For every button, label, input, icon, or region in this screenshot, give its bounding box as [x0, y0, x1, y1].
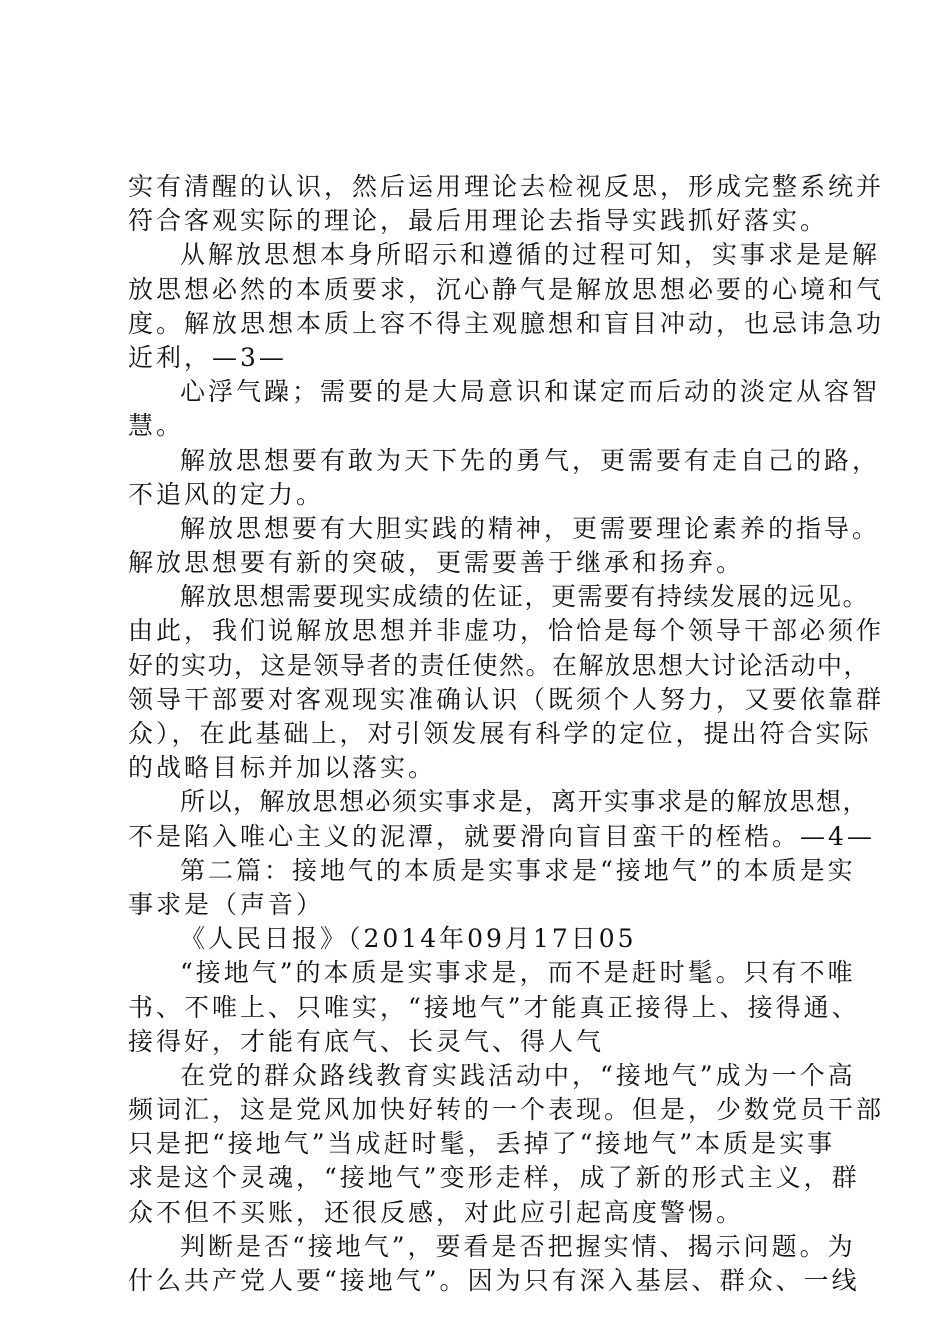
text-line: 由此，我们说解放思想并非虚功，恰恰是每个领导干部必须作	[128, 616, 885, 646]
text-line: 好的实功，这是领导者的责任使然。在解放思想大讨论活动中，	[128, 650, 871, 680]
text-line: 不追风的定力。	[128, 479, 325, 509]
text-line: 什么共产党人要“接地气”。因为只有深入基层、群众、一线	[128, 1266, 860, 1295]
text-line: 接得好，才能有底气、长灵气、得人气	[128, 1026, 605, 1056]
text-line: 领导干部要对客观现实准确认识（既须个人努力，又要依靠群	[128, 684, 885, 714]
text-line: 符合客观实际的理论，最后用理论去指导实践抓好落实。	[128, 206, 829, 236]
paragraph-start-line: 解放思想需要现实成绩的佐证，更需要有持续发展的远见。	[180, 582, 870, 612]
text-line: 近利，—3—	[128, 342, 287, 372]
text-line: 频词汇，这是党风加快好转的一个表现。但是，少数党员干部	[128, 1095, 885, 1125]
text-line: 慧。	[128, 411, 185, 441]
text-line: 放思想必然的本质要求，沉心静气是解放思想必要的心境和气	[128, 274, 885, 304]
text-line: 不是陷入唯心主义的泥潭，就要滑向盲目蛮干的桎梏。—4—	[128, 821, 875, 851]
paragraph-start-line: 判断是否“接地气”，要看是否把握实情、揭示问题。为	[180, 1231, 856, 1261]
paragraph-start-line: 解放思想要有敢为天下先的勇气，更需要有走自己的路，	[180, 445, 881, 475]
paragraph-start-line: 所以，解放思想必须实事求是，离开实事求是的解放思想，	[180, 787, 870, 817]
section-heading-line: 事求是（声音）	[128, 889, 325, 919]
section-heading-line: 第二篇：接地气的本质是实事求是“接地气”的本质是实	[180, 855, 856, 885]
paragraph-start-line: 心浮气躁；需要的是大局意识和谋定而后动的淡定从容智	[180, 377, 881, 407]
text-line: 实有清醒的认识，然后运用理论去检视反思，形成完整系统并	[128, 172, 885, 201]
source-line: 《人民日报》（2014年09月17日05	[180, 924, 637, 954]
text-line: 众不但不买账，还很反感，对此应引起高度警惕。	[128, 1197, 745, 1227]
paragraph-start-line: 从解放思想本身所昭示和遵循的过程可知，实事求是是解	[180, 240, 881, 270]
text-line: 度。解放思想本质上容不得主观臆想和盲目冲动，也忌讳急功	[128, 308, 885, 338]
text-line: 解放思想要有新的突破，更需要善于继承和扬弃。	[128, 548, 745, 578]
document-body	[128, 170, 885, 1298]
paragraph-start-line: 在党的群众路线教育实践活动中，“接地气”成为一个高	[180, 1060, 856, 1090]
text-line: 书、不唯上、只唯实，“接地气”才能真正接得上、接得通、	[128, 992, 860, 1022]
paragraph-start-line: “接地气”的本质是实事求是，而不是赶时髦。只有不唯	[180, 958, 856, 988]
text-line: 求是这个灵魂，“接地气”变形走样，成了新的形式主义，群	[128, 1163, 860, 1193]
text-line: 众），在此基础上，对引领发展有科学的定位，提出符合实际	[128, 719, 872, 748]
paragraph-start-line: 解放思想要有大胆实践的精神，更需要理论素养的指导。	[180, 513, 881, 543]
text-line: 的战略目标并加以落实。	[128, 753, 437, 783]
text-line: 只是把“接地气”当成赶时髦，丢掉了“接地气”本质是实事	[128, 1129, 836, 1159]
